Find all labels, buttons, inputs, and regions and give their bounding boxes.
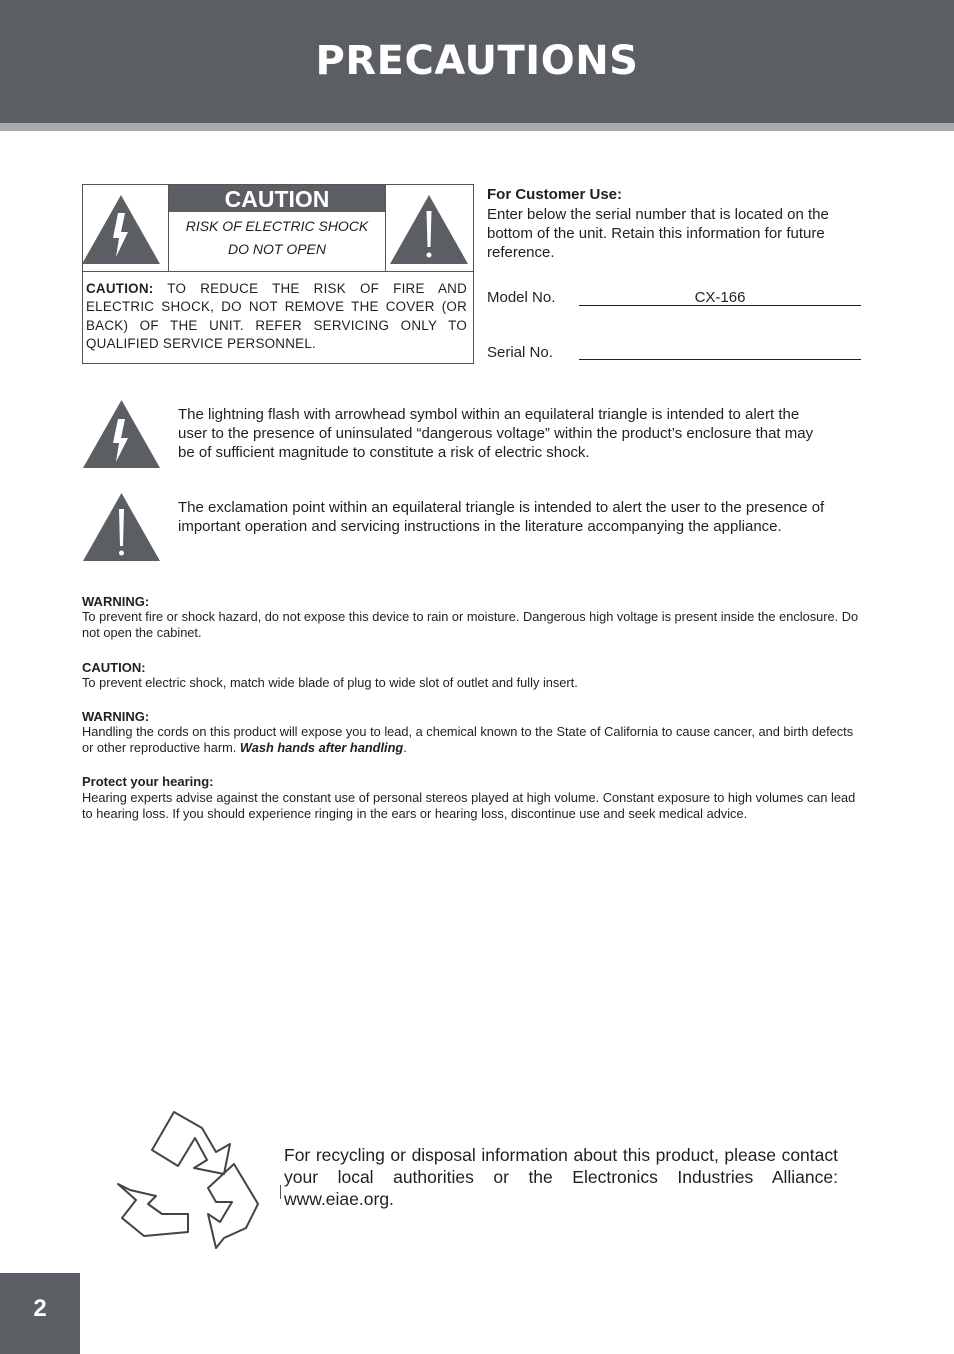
caution-text-note: To prevent electric shock, match wide blade of plug to wide slot of outlet and fully insert. <box>82 675 578 690</box>
warning-2-title: WARNING: <box>82 709 150 724</box>
warning-2-text <box>82 724 868 757</box>
header-stripe <box>0 123 954 131</box>
page-title: PRECAUTIONS <box>315 38 639 84</box>
caution-label-left-cell <box>83 185 169 271</box>
customer-use-text: Enter below the serial number that is located on the bottom of the unit. Retain this information for future reference. <box>487 206 829 261</box>
serial-number-line <box>579 359 861 360</box>
caution-line-1: RISK OF ELECTRIC SHOCK <box>185 218 369 234</box>
model-number-label: Model No. <box>487 289 556 306</box>
caution-label-top <box>83 185 473 272</box>
caution-label-right-cell <box>385 185 473 271</box>
caution-label-box <box>82 184 474 364</box>
lightning-triangle-icon <box>82 399 161 469</box>
warning-2-end: . <box>403 740 407 756</box>
recycle-icon <box>112 1108 262 1258</box>
warning-1-title: WARNING: <box>82 594 150 609</box>
lightning-symbol-text: The lightning flash with arrowhead symbol within an equilateral triangle is intended to alert the user to the presence of uninsulated “dangerous voltage” within the product’s enclosure that may be of sufficient magnitude to constitute a risk of electric shock. <box>178 406 814 461</box>
recycling-text: For recycling or disposal information about this product, please contact your local authorities or the Electronics Industries Alliance: www.eiae.org. <box>284 1145 838 1209</box>
lightning-triangle-icon <box>83 185 169 271</box>
hearing-title: Protect your hearing: <box>82 774 214 789</box>
caution-text-body: TO REDUCE THE RISK OF FIRE AND ELECTRIC SHOCK, DO NOT REMOVE THE COVER (OR BACK) OF THE UNIT. REFER SERVICING ONLY TO QUALIFIED SERVICE PERSONNEL. <box>86 281 467 351</box>
exclamation-triangle-icon <box>82 492 161 562</box>
warning-2-body: Handling the cords on this product will expose you to lead, a chemical known to the State of California to cause cancer, and birth defects or other reproductive harm. <box>82 724 854 756</box>
warning-2-emphasis: Wash hands after handling <box>239 740 404 756</box>
exclamation-triangle-icon <box>386 185 474 271</box>
caution-label-text <box>86 280 467 353</box>
caution-text-label: CAUTION: <box>86 281 154 296</box>
serial-number-label: Serial No. <box>487 344 553 361</box>
warning-1-text: To prevent fire or shock hazard, do not expose this device to rain or moisture. Dangerous high voltage is present inside the enclosure. Do not open the cabinet. <box>82 609 859 641</box>
caution-label-center <box>169 185 385 271</box>
caution-title-note: CAUTION: <box>82 660 146 675</box>
caution-title: CAUTION <box>169 185 385 212</box>
model-number-value: CX-166 <box>694 289 746 306</box>
customer-use-title: For Customer Use: <box>487 186 623 203</box>
caution-line-2: DO NOT OPEN <box>227 241 326 257</box>
page-number: 2 <box>33 1295 47 1322</box>
exclamation-symbol-text: The exclamation point within an equilateral triangle is intended to alert the user to the presence of important operation and servicing instructions in the literature accompanying the appliance. <box>178 499 825 535</box>
hearing-text: Hearing experts advise against the constant use of personal stereos played at high volume. Constant exposure to high volumes can lead to hearing loss. If you should experience ringing in the ears or hearing loss, discontinue use and seek medical advice. <box>82 790 856 822</box>
recycle-tick-mark <box>280 1185 281 1199</box>
